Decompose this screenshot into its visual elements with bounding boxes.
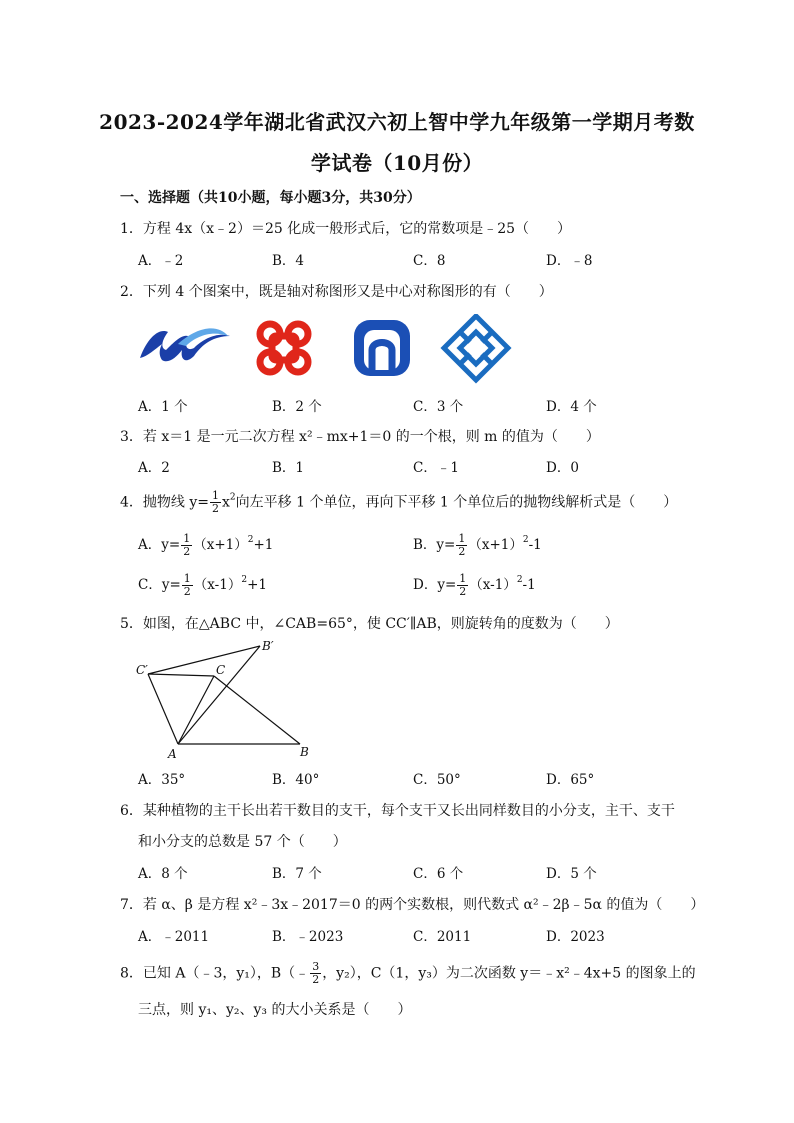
exam-title-line1: 2023-2024学年湖北省武汉六初上智中学九年级第一学期月考数 [99, 110, 695, 134]
q2-option-d: D．4 个 [546, 399, 597, 415]
label-b: B [300, 745, 309, 759]
question-6-line2: 和小分支的总数是 57 个（ ） [138, 834, 347, 850]
q3-option-b: B．1 [272, 460, 305, 476]
q4-frac-denominator: 2 [212, 502, 219, 515]
q3-option-d: D．0 [546, 460, 579, 476]
q7-option-a: A．﹣2011 [138, 929, 210, 945]
label-c-prime: C′ [136, 663, 148, 677]
q5-option-c: C．50° [413, 772, 461, 788]
label-a: A [168, 747, 177, 761]
question-3: 3．若 x＝1 是一元二次方程 x²﹣mx+1＝0 的一个根，则 m 的值为（ ） [120, 429, 600, 445]
q2-option-b: B．2 个 [272, 399, 322, 415]
q4-frac-numerator: 1 [212, 489, 219, 502]
q7-option-c: C．2011 [413, 929, 472, 945]
q8-stem-middle: ，y₂），C（1，y₃）为二次函数 y＝﹣x²﹣4x+5 的图象上的 [322, 965, 696, 982]
q7-option-d: D．2023 [546, 929, 605, 945]
q4-stem-start: 4．抛物线 y= [120, 494, 209, 511]
q1-option-d: D．﹣8 [546, 253, 593, 269]
q3-option-a: A．2 [138, 460, 170, 476]
q8-fraction [310, 961, 321, 986]
q4-option-a: A．y= $\frac{1}{2}$ $(x+1)^2+1$ [138, 532, 274, 558]
blue-diamond-pattern-icon [444, 316, 508, 380]
blue-arch-logo-icon [354, 320, 410, 376]
q2-pattern-figures [138, 314, 518, 384]
line-c1-b1 [148, 646, 260, 674]
q5-triangle-figure [130, 632, 330, 762]
q1-option-c: C．8 [413, 253, 446, 269]
line-a-c [178, 676, 214, 744]
q6-option-d: D．5 个 [546, 866, 597, 882]
red-knot-ornament-icon [260, 324, 308, 372]
q4-fraction [210, 490, 221, 515]
question-8-line1 [120, 961, 696, 986]
q1-option-a: A．﹣2 [138, 253, 184, 269]
q8-frac-denominator: 2 [312, 973, 320, 986]
line-c1-a [148, 674, 178, 744]
line-c1-c [148, 674, 214, 676]
question-5: 5．如图，在△ABC 中，∠CAB=65°，使 CC′∥AB，则旋转角的度数为（ ） [120, 616, 619, 632]
q5-option-a: A．35° [138, 772, 186, 788]
section-heading: 一、选择题（共10小题，每小题3分，共30分） [120, 190, 421, 206]
q4-stem-end: 向左平移 1 个单位，再向下平移 1 个单位后的抛物线解析式是（ ） [235, 494, 678, 511]
q4-exponent: 2 [229, 492, 236, 503]
q5-option-b: B．40° [272, 772, 320, 788]
question-4 [120, 490, 677, 515]
q2-option-a: A．1 个 [138, 399, 188, 415]
question-6-line1: 6．某种植物的主干长出若干数目的支干，每个支干又长出同样数目的小分支，主干、支干 [120, 803, 675, 819]
label-c: C [216, 663, 226, 677]
swoosh-logo-icon [140, 328, 230, 361]
q1-option-b: B．4 [272, 253, 305, 269]
q5-option-d: D．65° [546, 772, 595, 788]
question-7: 7．若 α、β 是方程 x²﹣3x﹣2017＝0 的两个实数根，则代数式 α²﹣2β﹣5α 的值为（ ） [120, 897, 705, 913]
question-1: 1．方程 4x（x﹣2）＝25 化成一般形式后，它的常数项是﹣25（ ） [120, 221, 572, 237]
q7-option-b: B．﹣2023 [272, 929, 344, 945]
q4-option-d: D．y= $\frac{1}{2}$ $(x-1)^2-1$ [413, 572, 536, 598]
q6-option-b: B．7 个 [272, 866, 322, 882]
q4-option-b: B．y= $\frac{1}{2}$ $(x+1)^2-1$ [413, 532, 542, 558]
label-b-prime: B′ [262, 639, 274, 653]
exam-title-line2: 学试卷（10月份） [310, 151, 484, 175]
q6-option-c: C．6 个 [413, 866, 464, 882]
line-a-b1 [178, 646, 260, 744]
q4-option-c: C．y= $\frac{1}{2}$ $(x-1)^2+1$ [138, 572, 267, 598]
q6-option-a: A．8 个 [138, 866, 188, 882]
q8-stem-start: 8．已知 A（﹣3，y₁），B（﹣ [120, 965, 310, 982]
line-c-b [214, 676, 300, 744]
question-2: 2．下列 4 个图案中，既是轴对称图形又是中心对称图形的有（ ） [120, 284, 553, 300]
q4-variable: x [222, 494, 230, 511]
question-8-line2: 三点，则 y₁、y₂、y₃ 的大小关系是（ ） [138, 1002, 412, 1018]
q2-option-c: C．3 个 [413, 399, 464, 415]
q3-option-c: C．﹣1 [413, 460, 459, 476]
q8-frac-numerator: 3 [312, 960, 320, 973]
